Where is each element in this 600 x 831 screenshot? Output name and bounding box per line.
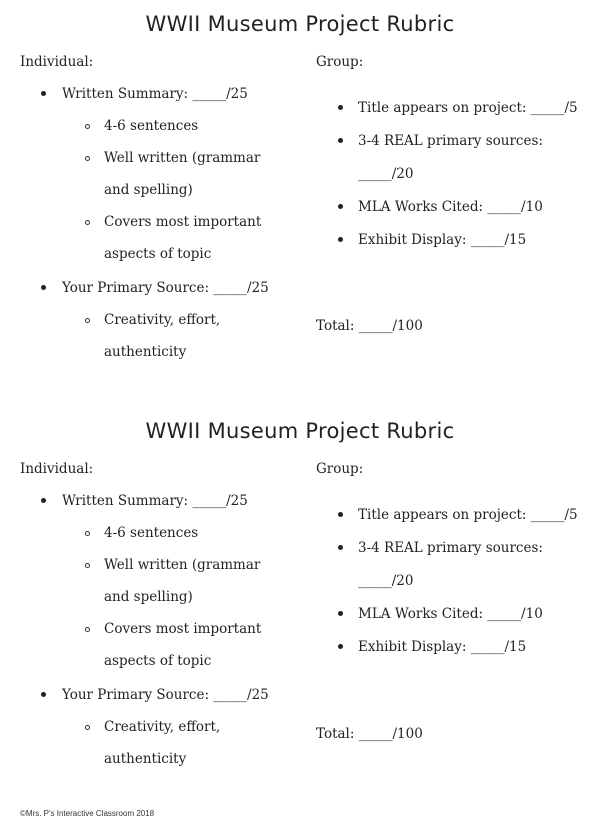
group-item-continued: _____/20 xyxy=(358,573,414,589)
group-item: MLA Works Cited: _____/10 xyxy=(358,606,543,622)
group-heading: Group: xyxy=(316,461,364,477)
circle-bullet-icon xyxy=(85,725,90,730)
individual-heading: Individual: xyxy=(20,54,94,70)
circle-bullet-icon xyxy=(85,318,90,323)
sub-item-continued: aspects of topic xyxy=(104,653,212,669)
sub-item: Creativity, effort, xyxy=(104,312,221,328)
group-item: Exhibit Display: _____/15 xyxy=(358,232,527,248)
individual-heading: Individual: xyxy=(20,461,94,477)
bullet-icon xyxy=(338,644,343,649)
circle-bullet-icon xyxy=(85,220,90,225)
sub-item: Creativity, effort, xyxy=(104,719,221,735)
bullet-icon xyxy=(338,237,343,242)
rubric-title: WWII Museum Project Rubric xyxy=(145,12,455,36)
group-item: Title appears on project: _____/5 xyxy=(358,100,578,116)
circle-bullet-icon xyxy=(85,124,90,129)
bullet-icon xyxy=(41,285,46,290)
written-summary-item: Written Summary: _____/25 xyxy=(62,86,248,102)
bullet-icon xyxy=(338,204,343,209)
sub-item-continued: and spelling) xyxy=(104,589,193,605)
group-item: Exhibit Display: _____/15 xyxy=(358,639,527,655)
sub-item: Well written (grammar xyxy=(104,150,261,166)
primary-source-item: Your Primary Source: _____/25 xyxy=(62,687,269,703)
sub-item: 4-6 sentences xyxy=(104,525,199,541)
circle-bullet-icon xyxy=(85,563,90,568)
bullet-icon xyxy=(338,105,343,110)
group-item: MLA Works Cited: _____/10 xyxy=(358,199,543,215)
group-item-continued: _____/20 xyxy=(358,166,414,182)
bullet-icon xyxy=(338,512,343,517)
sub-item-continued: and spelling) xyxy=(104,182,193,198)
sub-item: Covers most important xyxy=(104,621,262,637)
sub-item-continued: authenticity xyxy=(104,751,187,767)
group-heading: Group: xyxy=(316,54,364,70)
sub-item-continued: authenticity xyxy=(104,344,187,360)
copyright-footer: ©Mrs. P's Interactive Classroom 2018 xyxy=(20,809,155,818)
sub-item-continued: aspects of topic xyxy=(104,246,212,262)
sub-item: 4-6 sentences xyxy=(104,118,199,134)
bullet-icon xyxy=(41,498,46,503)
circle-bullet-icon xyxy=(85,156,90,161)
circle-bullet-icon xyxy=(85,531,90,536)
rubric-title: WWII Museum Project Rubric xyxy=(145,419,455,443)
total-score: Total: _____/100 xyxy=(316,726,423,742)
bullet-icon xyxy=(41,91,46,96)
group-item: 3-4 REAL primary sources: xyxy=(358,540,543,556)
sub-item: Covers most important xyxy=(104,214,262,230)
group-item: 3-4 REAL primary sources: xyxy=(358,133,543,149)
bullet-icon xyxy=(338,611,343,616)
primary-source-item: Your Primary Source: _____/25 xyxy=(62,280,269,296)
bullet-icon xyxy=(41,692,46,697)
sub-item: Well written (grammar xyxy=(104,557,261,573)
circle-bullet-icon xyxy=(85,627,90,632)
group-item: Title appears on project: _____/5 xyxy=(358,507,578,523)
written-summary-item: Written Summary: _____/25 xyxy=(62,493,248,509)
rubric-1 xyxy=(0,0,600,380)
total-score: Total: _____/100 xyxy=(316,318,423,334)
bullet-icon xyxy=(338,138,343,143)
rubric-2 xyxy=(0,407,600,787)
bullet-icon xyxy=(338,545,343,550)
